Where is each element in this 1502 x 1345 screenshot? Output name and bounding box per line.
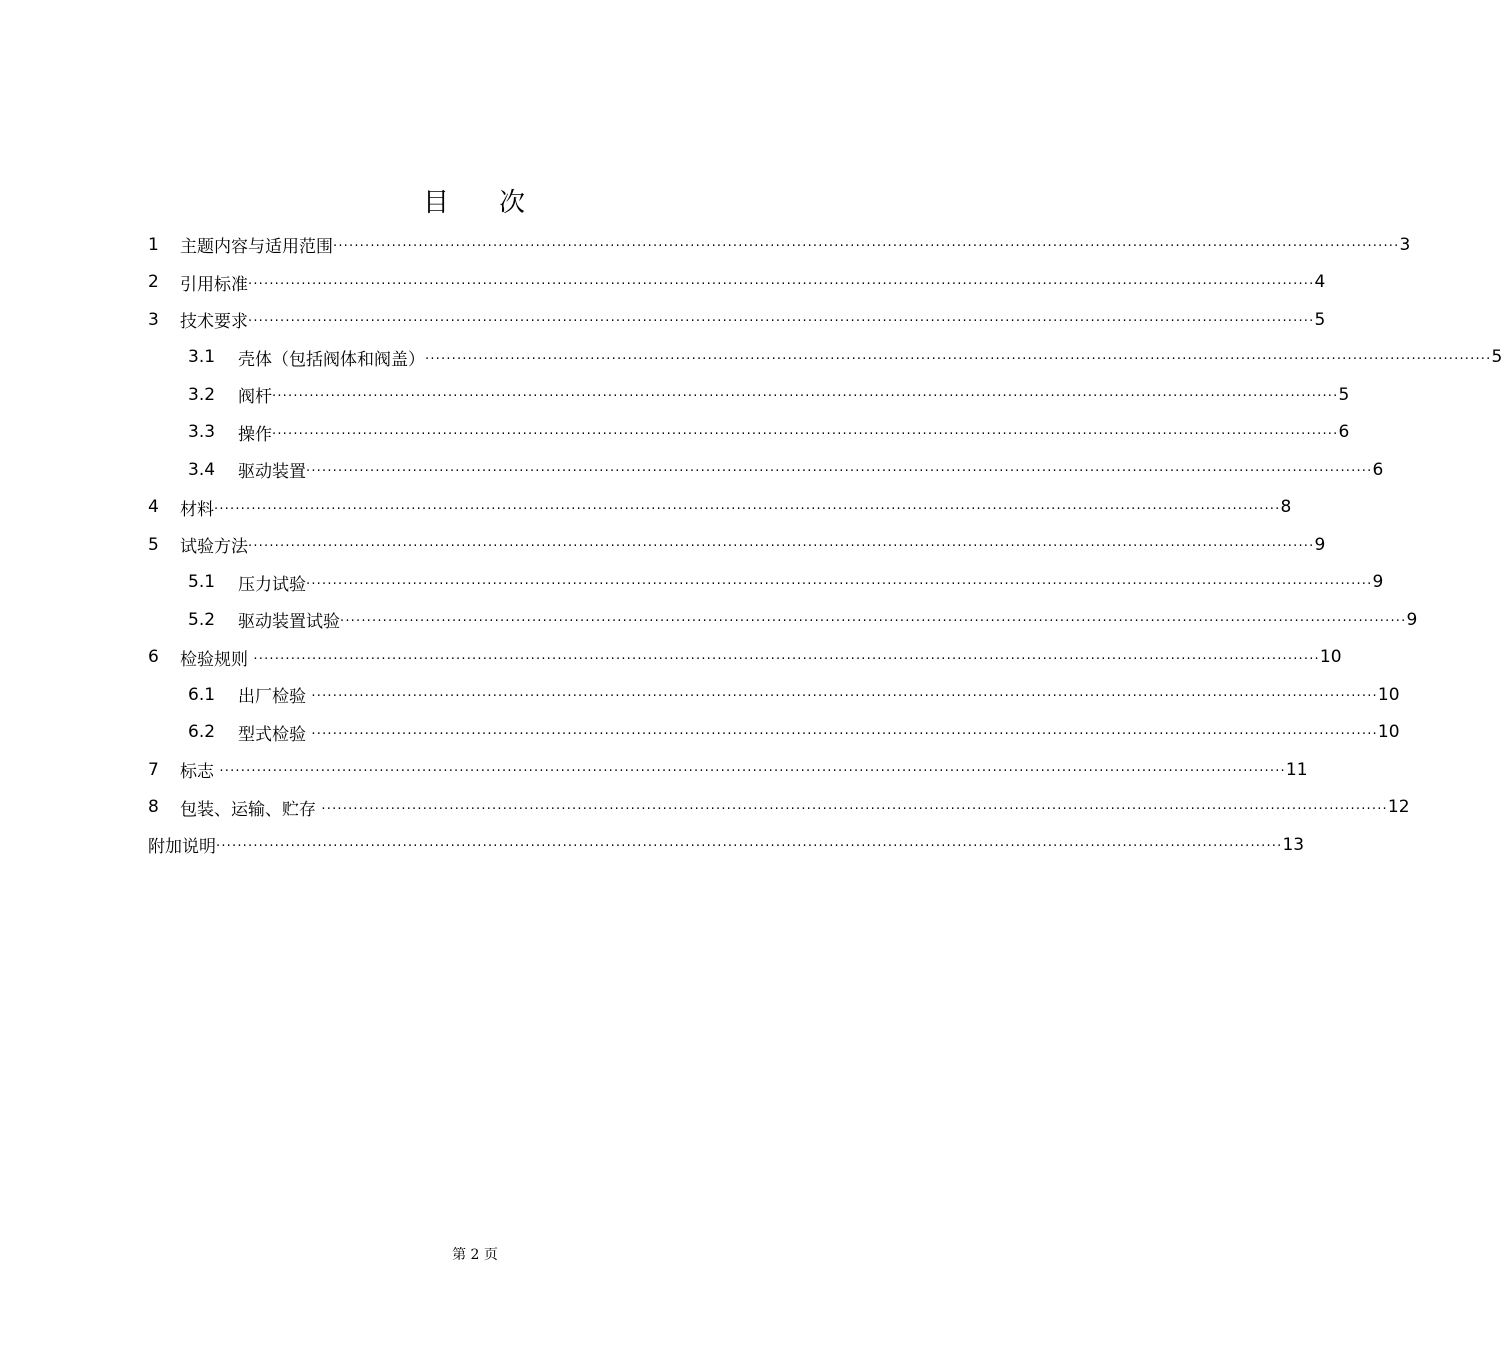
toc-dot-leader: ········································································································································································································ <box>253 651 1320 667</box>
toc-dot-leader: ········································································································································································································ <box>272 389 1339 405</box>
toc-entry-label: 阀杆 <box>238 387 272 408</box>
toc-entry-number: 3.3 <box>188 422 216 443</box>
toc-entry-page-number: 3 <box>1399 234 1411 255</box>
toc-entry[interactable] <box>148 526 1326 564</box>
toc-entry-page-number: 8 <box>1280 497 1292 518</box>
toc-entry-number: 6.2 <box>188 722 216 743</box>
toc-entry-number: 3 <box>148 309 159 330</box>
toc-entry-page-number: 9 <box>1314 534 1326 555</box>
toc-dot-leader: ········································································································································································································ <box>248 276 1315 292</box>
toc-entry-number: 5.1 <box>188 572 216 593</box>
toc-entry-page-number: 10 <box>1377 684 1400 705</box>
toc-dot-leader: ········································································································································································································ <box>306 464 1373 480</box>
toc-entry-label: 检验规则 <box>180 649 254 670</box>
toc-entry-page-number: 5 <box>1314 309 1326 330</box>
toc-entry-label: 驱动装置 <box>238 462 306 483</box>
toc-entry-label: 压力试验 <box>238 574 306 595</box>
page-footer: 第 2 页 <box>452 1247 498 1263</box>
toc-entry-label: 附加说明 <box>148 837 216 858</box>
toc-dot-leader: ········································································································································································································ <box>333 239 1400 255</box>
toc-entry-page-number: 13 <box>1282 834 1305 855</box>
toc-entry-page-number: 6 <box>1372 459 1384 480</box>
title-char-1: 目 <box>422 188 451 218</box>
toc-entry-label: 材料 <box>180 499 214 520</box>
toc-dot-leader: ········································································································································································································ <box>311 726 1378 742</box>
toc-entry-number: 1 <box>148 234 159 255</box>
toc-entry-page-number: 10 <box>1319 647 1342 668</box>
toc-entry[interactable] <box>148 789 1410 827</box>
toc-entry-page-number: 9 <box>1406 609 1418 630</box>
toc-entry-number: 2 <box>148 272 159 293</box>
toc-dot-leader: ········································································································································································································ <box>425 351 1492 367</box>
toc-entry-page-number: 12 <box>1387 797 1410 818</box>
toc-entry[interactable] <box>148 826 1305 864</box>
toc-dot-leader: ········································································································································································································ <box>311 689 1378 705</box>
toc-entry[interactable] <box>148 301 1326 339</box>
toc-entry[interactable] <box>148 564 1384 602</box>
toc-entry-number: 8 <box>148 797 159 818</box>
toc-entry-label: 试验方法 <box>180 537 248 558</box>
toc-dot-leader: ········································································································································································································ <box>306 576 1373 592</box>
toc-entry[interactable] <box>148 489 1292 527</box>
title-char-2: 次 <box>499 188 528 218</box>
toc-entry-label: 引用标准 <box>180 274 248 295</box>
toc-entry-label: 出厂检验 <box>238 687 312 708</box>
toc-entry-number: 4 <box>148 497 159 518</box>
toc-entry-number: 7 <box>148 759 159 780</box>
toc-dot-leader: ········································································································································································································ <box>340 614 1407 630</box>
toc-entry[interactable] <box>148 376 1350 414</box>
toc-entry[interactable] <box>148 751 1308 789</box>
toc-entry-number: 5 <box>148 534 159 555</box>
toc-dot-leader: ········································································································································································································ <box>219 764 1286 780</box>
toc-entry-number: 3.4 <box>188 459 216 480</box>
toc-entry-label: 技术要求 <box>180 312 248 333</box>
toc-entry[interactable] <box>148 676 1400 714</box>
toc-entry-label: 型式检验 <box>238 724 312 745</box>
toc-entry[interactable] <box>148 339 1502 377</box>
toc-entry-label: 壳体（包括阀体和阀盖） <box>238 349 425 370</box>
page-title <box>0 182 950 219</box>
toc-entry-number: 5.2 <box>188 609 216 630</box>
toc-entry-page-number: 10 <box>1377 722 1400 743</box>
toc-entry-page-number: 5 <box>1491 347 1502 368</box>
toc-dot-leader: ········································································································································································································ <box>248 539 1315 555</box>
toc-entry-label: 包装、运输、贮存 <box>180 799 322 820</box>
toc-dot-leader: ········································································································································································································ <box>216 839 1283 855</box>
toc-entry-page-number: 4 <box>1314 272 1326 293</box>
toc-entry-page-number: 9 <box>1372 572 1384 593</box>
toc-entry[interactable] <box>148 714 1400 752</box>
toc-dot-leader: ········································································································································································································ <box>272 426 1339 442</box>
toc-entry[interactable] <box>148 414 1350 452</box>
toc-entry[interactable] <box>148 639 1342 677</box>
toc-entry-page-number: 11 <box>1285 759 1308 780</box>
toc-dot-leader: ········································································································································································································ <box>248 314 1315 330</box>
toc-entry-label: 操作 <box>238 424 272 445</box>
toc-entry-number: 3.1 <box>188 347 216 368</box>
toc-entry[interactable] <box>148 264 1326 302</box>
toc-entry[interactable] <box>148 451 1384 489</box>
toc-entry-label: 标志 <box>180 762 220 783</box>
toc-dot-leader: ········································································································································································································ <box>214 501 1281 517</box>
toc-entry-label: 主题内容与适用范围 <box>180 237 333 258</box>
toc-entry-number: 6.1 <box>188 684 216 705</box>
table-of-contents <box>148 226 1502 864</box>
toc-entry-number: 3.2 <box>188 384 216 405</box>
toc-entry[interactable] <box>148 226 1411 264</box>
toc-entry-number: 6 <box>148 647 159 668</box>
toc-entry-page-number: 6 <box>1338 422 1350 443</box>
toc-entry[interactable] <box>148 601 1418 639</box>
toc-entry-label: 驱动装置试验 <box>238 612 340 633</box>
toc-entry-page-number: 5 <box>1338 384 1350 405</box>
toc-dot-leader: ········································································································································································································ <box>321 801 1388 817</box>
